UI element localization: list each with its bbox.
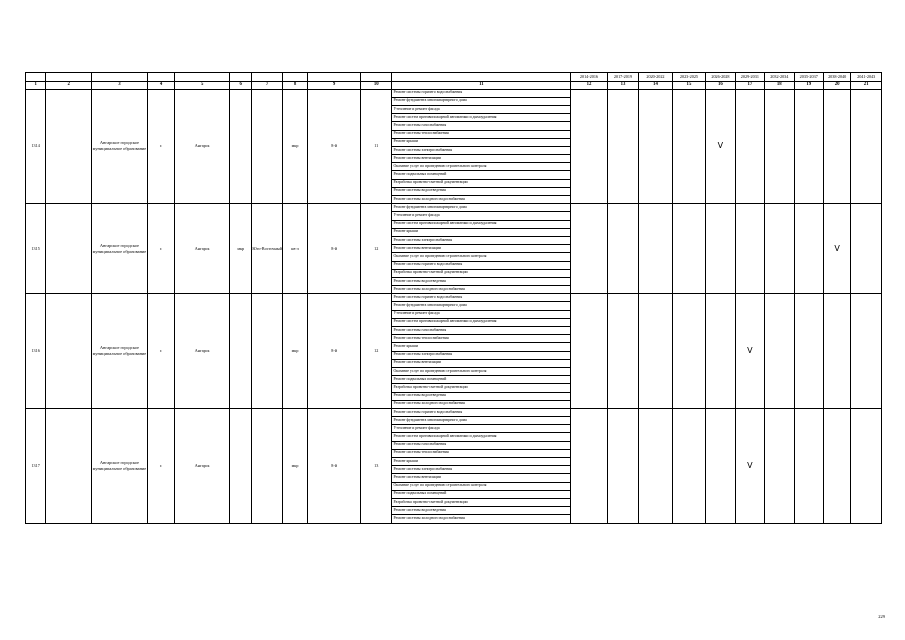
- work-item-cell: Ремонт фундамента многоквартирного дома: [392, 97, 571, 105]
- work-item-cell: Ремонт системы водоотведения: [392, 392, 571, 400]
- work-item-cell: Ремонт крыши: [392, 343, 571, 351]
- period-cell: [607, 89, 638, 204]
- period-cell: [706, 294, 735, 409]
- column-number-cell: 6: [230, 81, 252, 89]
- work-item-cell: Ремонт системы газоснабжения: [392, 122, 571, 130]
- work-item-cell: Разработка проектно-сметной документации: [392, 269, 571, 277]
- column-number-cell: 21: [851, 81, 882, 89]
- settlement-type-cell: г.: [147, 408, 174, 523]
- work-item-cell: Ремонт системы вентиляции: [392, 359, 571, 367]
- work-item-cell: Ремонт систем противопожарной автоматики и дымоудаления: [392, 114, 571, 122]
- header-blank-cell: [252, 73, 282, 82]
- work-item-cell: Оказание услуг по проведению строительного контроля: [392, 163, 571, 171]
- header-blank-cell: [175, 73, 230, 82]
- period-mark: V: [717, 141, 724, 151]
- period-cell: [735, 204, 764, 294]
- period-cell: [765, 294, 794, 409]
- building-cell: 12: [361, 294, 392, 409]
- district-type-cell: [230, 408, 252, 523]
- column-number-cell: 4: [147, 81, 174, 89]
- period-cell: [851, 204, 882, 294]
- period-cell: [672, 408, 706, 523]
- period-cell: [735, 408, 764, 523]
- house-cell: 8-й: [308, 294, 361, 409]
- period-cell: [735, 294, 764, 409]
- work-item-cell: Оказание услуг по проведению строительного контроля: [392, 367, 571, 375]
- header-year-cell: 2041-2043: [851, 73, 882, 82]
- capital-repair-schedule-table: [25, 72, 882, 524]
- settlement-cell: Ангарск: [175, 89, 230, 204]
- municipality-cell: Ангарское городское муниципальное образование: [91, 294, 147, 409]
- period-cell: [672, 89, 706, 204]
- district-type-cell: [230, 89, 252, 204]
- work-item-cell: Ремонт фундамента многоквартирного дома: [392, 417, 571, 425]
- work-item-cell: Ремонт системы газоснабжения: [392, 327, 571, 335]
- settlement-cell: Ангарск: [175, 408, 230, 523]
- work-item-cell: Ремонт системы горячего водоснабжения: [392, 408, 571, 416]
- work-item-cell: Ремонт фундамента многоквартирного дома: [392, 204, 571, 212]
- work-item-cell: Ремонт крыши: [392, 458, 571, 466]
- district-cell: [252, 294, 282, 409]
- work-item-cell: Ремонт системы холодного водоснабжения: [392, 286, 571, 294]
- work-item-cell: Ремонт систем противопожарной автоматики и дымоудаления: [392, 220, 571, 228]
- period-cell: [765, 204, 794, 294]
- work-item-cell: Ремонт системы электроснабжения: [392, 466, 571, 474]
- period-cell: [571, 204, 608, 294]
- work-item-cell: Утепление и ремонт фасада: [392, 310, 571, 318]
- column-number-cell: 2: [46, 81, 92, 89]
- column-number-cell: 13: [607, 81, 638, 89]
- header-blank-cell: [230, 73, 252, 82]
- work-item-cell: Ремонт системы электроснабжения: [392, 146, 571, 154]
- header-column-numbers-row: [26, 81, 882, 89]
- record-id-cell: 1316: [26, 294, 46, 409]
- period-cell: [706, 204, 735, 294]
- period-cell: [851, 294, 882, 409]
- table-row: [26, 294, 882, 302]
- column-number-cell: 3: [91, 81, 147, 89]
- house-cell: 8-й: [308, 408, 361, 523]
- header-blank-cell: [308, 73, 361, 82]
- work-item-cell: Ремонт крыши: [392, 138, 571, 146]
- period-cell: [571, 408, 608, 523]
- district-cell: [252, 408, 282, 523]
- period-cell: [607, 408, 638, 523]
- work-item-cell: Ремонт системы вентиляции: [392, 155, 571, 163]
- column-number-cell: 20: [823, 81, 850, 89]
- header-blank-cell: [26, 73, 46, 82]
- column-number-cell: 18: [765, 81, 794, 89]
- header-year-cell: 2026-2028: [706, 73, 735, 82]
- work-item-cell: Ремонт системы горячего водоснабжения: [392, 294, 571, 302]
- work-item-cell: Ремонт подвальных помещений: [392, 490, 571, 498]
- period-cell: [794, 294, 823, 409]
- work-item-cell: Ремонт систем противопожарной автоматики и дымоудаления: [392, 318, 571, 326]
- street-type-cell: мкр: [282, 89, 307, 204]
- header-blank-cell: [392, 73, 571, 82]
- settlement-type-cell: г.: [147, 89, 174, 204]
- work-item-cell: Ремонт системы водоотведения: [392, 507, 571, 515]
- work-item-cell: Оказание услуг по проведению строительного контроля: [392, 482, 571, 490]
- work-item-cell: Утепление и ремонт фасада: [392, 212, 571, 220]
- column-number-cell: 14: [639, 81, 673, 89]
- work-item-cell: Ремонт системы теплоснабжения: [392, 335, 571, 343]
- work-item-cell: Ремонт системы холодного водоснабжения: [392, 196, 571, 204]
- column-number-cell: 15: [672, 81, 706, 89]
- work-item-cell: Ремонт крыши: [392, 228, 571, 236]
- municipality-cell: Ангарское городское муниципальное образование: [91, 89, 147, 204]
- period-cell: [639, 89, 673, 204]
- municipality-cell: Ангарское городское муниципальное образование: [91, 204, 147, 294]
- work-item-cell: Ремонт системы электроснабжения: [392, 351, 571, 359]
- column-number-cell: 5: [175, 81, 230, 89]
- work-item-cell: Утепление и ремонт фасада: [392, 425, 571, 433]
- period-cell: [823, 294, 850, 409]
- period-cell: [794, 204, 823, 294]
- period-cell: [823, 204, 850, 294]
- settlement-cell: Ангарск: [175, 294, 230, 409]
- municipality-cell: Ангарское городское муниципальное образование: [91, 408, 147, 523]
- building-cell: 13: [361, 408, 392, 523]
- header-blank-cell: [46, 73, 92, 82]
- header-year-cell: 2020-2022: [639, 73, 673, 82]
- record-id-cell: 1317: [26, 408, 46, 523]
- work-item-cell: Ремонт системы вентиляции: [392, 474, 571, 482]
- header-year-cell: 2017-2019: [607, 73, 638, 82]
- building-cell: 11: [361, 89, 392, 204]
- header-year-cell: 2038-2040: [823, 73, 850, 82]
- column-number-cell: 8: [282, 81, 307, 89]
- period-cell: [823, 408, 850, 523]
- work-item-cell: Ремонт системы электроснабжения: [392, 236, 571, 244]
- table-row: [26, 204, 882, 212]
- work-item-cell: Ремонт подвальных помещений: [392, 171, 571, 179]
- period-cell: [571, 89, 608, 204]
- period-cell: [639, 204, 673, 294]
- header-year-cell: 2029-2031: [735, 73, 764, 82]
- period-cell: [672, 294, 706, 409]
- period-cell: [794, 408, 823, 523]
- header-blank-cell: [91, 73, 147, 82]
- period-cell: [765, 89, 794, 204]
- period-cell: [765, 408, 794, 523]
- work-item-cell: Ремонт подвальных помещений: [392, 376, 571, 384]
- work-item-cell: Ремонт системы холодного водоснабжения: [392, 400, 571, 408]
- work-item-cell: Ремонт систем противопожарной автоматики и дымоудаления: [392, 433, 571, 441]
- header-years-row: [26, 73, 882, 82]
- period-mark: V: [747, 346, 753, 356]
- blank-cell: [46, 204, 92, 294]
- header-year-cell: 2032-2034: [765, 73, 794, 82]
- table-row: [26, 408, 882, 416]
- district-cell: Юго-Восточный: [252, 204, 282, 294]
- column-number-cell: 17: [735, 81, 764, 89]
- page-number: 229: [878, 614, 885, 619]
- period-cell: [823, 89, 850, 204]
- district-cell: [252, 89, 282, 204]
- settlement-type-cell: г.: [147, 204, 174, 294]
- street-type-cell: мкр: [282, 408, 307, 523]
- settlement-type-cell: г.: [147, 294, 174, 409]
- header-year-cell: 2035-2037: [794, 73, 823, 82]
- column-number-cell: 19: [794, 81, 823, 89]
- work-item-cell: Ремонт системы теплоснабжения: [392, 449, 571, 457]
- column-number-cell: 1: [26, 81, 46, 89]
- period-cell: [851, 89, 882, 204]
- period-cell: [639, 294, 673, 409]
- blank-cell: [46, 89, 92, 204]
- period-cell: [607, 294, 638, 409]
- work-item-cell: Ремонт фундамента многоквартирного дома: [392, 302, 571, 310]
- settlement-cell: Ангарск: [175, 204, 230, 294]
- column-number-cell: 16: [706, 81, 735, 89]
- period-cell: [794, 89, 823, 204]
- period-cell: [571, 294, 608, 409]
- work-item-cell: Ремонт системы газоснабжения: [392, 441, 571, 449]
- record-id-cell: 1314: [26, 89, 46, 204]
- work-item-cell: Ремонт системы теплоснабжения: [392, 130, 571, 138]
- work-item-cell: Разработка проектно-сметной документации: [392, 179, 571, 187]
- header-blank-cell: [361, 73, 392, 82]
- table-row: [26, 89, 882, 97]
- house-cell: 8-й: [308, 89, 361, 204]
- work-item-cell: Ремонт системы холодного водоснабжения: [392, 515, 571, 523]
- work-item-cell: Оказание услуг по проведению строительного контроля: [392, 253, 571, 261]
- building-cell: 12: [361, 204, 392, 294]
- column-number-cell: 12: [571, 81, 608, 89]
- street-type-cell: мкр: [282, 294, 307, 409]
- period-mark: V: [747, 460, 753, 470]
- district-type-cell: [230, 294, 252, 409]
- work-item-cell: Ремонт системы горячего водоснабжения: [392, 261, 571, 269]
- work-item-cell: Разработка проектно-сметной документации: [392, 498, 571, 506]
- period-cell: [672, 204, 706, 294]
- column-number-cell: 10: [361, 81, 392, 89]
- period-cell: [607, 204, 638, 294]
- column-number-cell: 9: [308, 81, 361, 89]
- work-item-cell: Ремонт системы горячего водоснабжения: [392, 89, 571, 97]
- header-blank-cell: [282, 73, 307, 82]
- work-item-cell: Ремонт системы водоотведения: [392, 187, 571, 195]
- period-cell: [706, 408, 735, 523]
- header-blank-cell: [147, 73, 174, 82]
- work-item-cell: Ремонт системы вентиляции: [392, 245, 571, 253]
- work-item-cell: Разработка проектно-сметной документации: [392, 384, 571, 392]
- column-number-cell: 7: [252, 81, 282, 89]
- header-year-cell: 2023-2025: [672, 73, 706, 82]
- district-type-cell: мкр: [230, 204, 252, 294]
- street-type-cell: кв-л: [282, 204, 307, 294]
- period-cell: [851, 408, 882, 523]
- header-year-cell: 2014-2016: [571, 73, 608, 82]
- period-mark: V: [834, 243, 840, 253]
- blank-cell: [46, 294, 92, 409]
- period-cell: [735, 89, 764, 204]
- work-item-cell: Ремонт системы водоотведения: [392, 277, 571, 285]
- column-number-cell: 11: [392, 81, 571, 89]
- house-cell: 8-й: [308, 204, 361, 294]
- record-id-cell: 1315: [26, 204, 46, 294]
- blank-cell: [46, 408, 92, 523]
- period-cell: [706, 89, 735, 204]
- period-cell: [639, 408, 673, 523]
- work-item-cell: Утепление и ремонт фасада: [392, 105, 571, 113]
